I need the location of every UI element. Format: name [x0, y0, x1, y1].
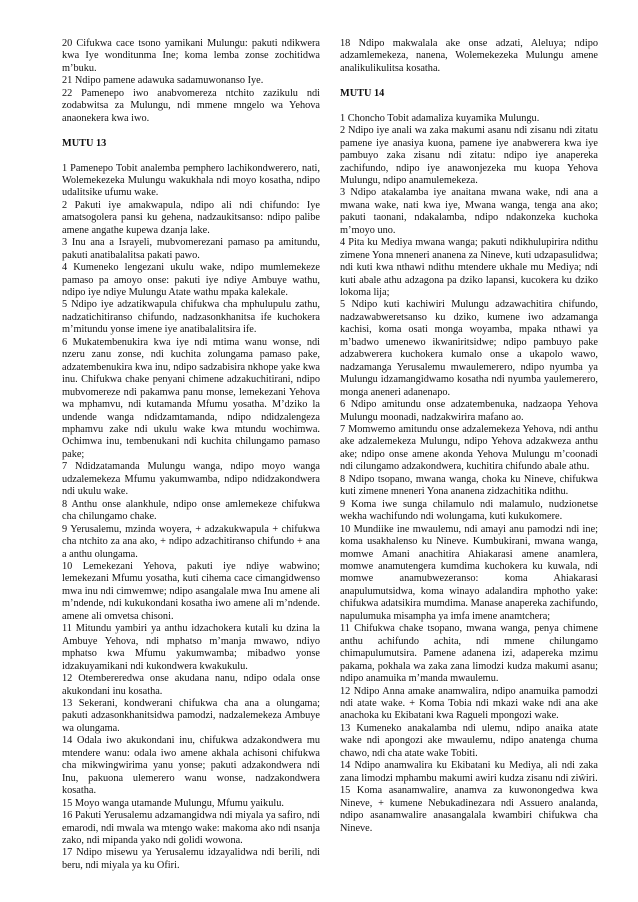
verse-paragraph: 3 Inu ana a Israyeli, mubvomerezani pamaso pa amitundu, pakuti anatibalalitsa pakati pawo.	[62, 237, 320, 261]
verse-paragraph: 22 Pamenepo iwo anabvomereza ntchito zazikulu ndi zodabwitsa za Mulungu, ndi mmene mngelo wa Yehova anaonekera kwa iwo.	[62, 87, 320, 124]
verse-paragraph: 5 Ndipo kuti kachiwiri Mulungu adzawachitira chifundo, nadzawabweretsanso ku dziko, kumene iwo adzamanga kachisi, koma osati monga woyamba, mpaka nthawi ya m’badwo umenewo ikwaniritsidwe; ndipo pambuyo pake adzabwerera kuchokera kumalo onse a ukapolo wawo, nadzamanga Yerusalemu mwaulemerero, ndipo nyumba ya Mulungu idzamangidwamo kosatha ndi nyumba yaulemerero, monga aneneri adanenapo.	[340, 299, 598, 398]
verse-paragraph: 6 Ndipo amitundu onse adzatembenuka, nadzaopa Yehova Mulungu moonadi, nadzakwirira mafano ao.	[340, 399, 598, 423]
left-column	[62, 38, 320, 902]
verse-paragraph: 8 Ndipo tsopano, mwana wanga, choka ku Nineve, chifukwa kuti zimene mneneri Yona ananena zidzachitika ndithu.	[340, 473, 598, 498]
right-column	[340, 38, 598, 902]
verse-paragraph: 10 Lemekezani Yehova, pakuti iye ndiye wabwino; lemekezani Mfumu yosatha, kuti cihema cace cimangidwenso mwa inu ndi cimwemwe; ndipo asangalale mwa Inu amene ali m’ndende, ndi kukukondani kosatha iwo amene ali m’ndende. amene ali omvetsa chisoni.	[62, 561, 320, 622]
verse-paragraph: 4 Kumeneko lengezani ukulu wake, ndipo mumlemekeze pamaso pa amoyo onse: pakuti iye ndiye Ambuye wathu, ndipo iye ndiye Mulungu Atate wathu mpaka kalekale.	[62, 262, 320, 299]
verse-paragraph: 15 Koma asanamwalire, anamva za kuwonongedwa kwa Nineve, + kumene Nebukadinezara ndi Assuero analanda, ndipo asanamwalire anasangalala kwambiri chifukwa cha Nineve.	[340, 785, 598, 834]
verse-paragraph: 16 Pakuti Yerusalemu adzamangidwa ndi miyala ya safiro, ndi emarodi, ndi mwala wa mtengo wake: makoma ako ndi nsanja zako, ndi mipanda yako ndi golidi wowona.	[62, 810, 320, 846]
verse-paragraph: 12 Ndipo Anna amake anamwalira, ndipo anamuika pamodzi ndi atate wake. + Koma Tobia ndi mkazi wake ndi ana ake anachoka ku Ekibatani kwa Ragueli mpongozi wake.	[340, 685, 598, 722]
verse-paragraph: 11 Chifukwa chake tsopano, mwana wanga, penya chimene anthu achifundo achita, ndi mmene chilungamo chimapulumutsira. Pamene adanena izi, adapereka mzimu pakama, pokhala wa zaka zana limodzi kudza makumi asanu; ndipo anamuika m’manda mwaulemu.	[340, 623, 598, 685]
verse-paragraph: 7 Momwemo amitundu onse adzalemekeza Yehova, ndi anthu ake adzalemekeza Mulungu, ndipo Yehova adzakweza anthu ake; ndipo onse amene akonda Yehova Mulungu m’coonadi ndi cilungamo adzakondwera, kuchitira chifundo abale athu.	[340, 424, 598, 473]
chapter-heading: MUTU 13	[62, 137, 107, 149]
verse-paragraph: 11 Mitundu yambiri ya anthu idzachokera kutali ku dzina la Ambuye Yehova, ndi mphatso m’manja mwawo, ndiyo mphatso kwa Mfumu yakumwamba; mibadwo yonse idzakuyamikani ndi kukondwera kwakukulu.	[62, 623, 320, 672]
verse-paragraph: 17 Ndipo misewu ya Yerusalemu idzayalidwa ndi berili, ndi beru, ndi miyala ya ku Ofiri.	[62, 847, 320, 871]
verse-paragraph: 18 Ndipo makwalala ake onse adzati, Aleluya; ndipo adzamlemekeza, nanena, Wolemekezeka Mulungu amene analikulikulitsa kosatha.	[340, 38, 598, 74]
verse-paragraph: 7 Ndidzatamanda Mulungu wanga, ndipo moyo wanga udzalemekeza Mfumu yakumwamba, ndipo ndidzakondwera ndi ukulu wake.	[62, 461, 320, 498]
chapter-heading: MUTU 14	[340, 87, 385, 99]
verse-paragraph: 13 Kumeneko anakalamba ndi ulemu, ndipo anaika atate wake ndi apongozi ake mwaulemu, ndipo anatenga chuma chawo, ndi cha atate wake Tobiti.	[340, 722, 598, 759]
verse-paragraph: 4 Pita ku Mediya mwana wanga; pakuti ndikhulupirira ndithu zimene Yona mneneri ananena za Nineve, kuti udzapasulidwa; ndi kuti kwa nthawi ndithu mtendere ukhale mu Mediya; ndi kuti abale athu adzagona pa dziko lapansi, kucokera ku dziko lokoma lija;	[340, 237, 598, 299]
verse-paragraph: 15 Moyo wanga utamande Mulungu, Mfumu yaikulu.	[62, 797, 284, 809]
verse-paragraph: 1 Pamenepo Tobit analemba pemphero lachikondwerero, nati, Wolemekezeka Mulungu wakukhala ndi moyo kosatha, ndipo udalitsike ufumu wake.	[62, 162, 320, 199]
verse-paragraph: 21 Ndipo pamene adawuka sadamuwonanso Iye.	[62, 75, 264, 87]
verse-paragraph: 14 Odala iwo akukondani inu, chifukwa adzakondwera mu mtendere wanu: odala iwo amene akhala achisoni chifukwa cha mikwingwirima yanu yonse; pakuti adzakondwera ndi Inu, pakuona ulemerero wanu wonse, nadzakondwera kosatha.	[62, 735, 320, 797]
verse-paragraph: 12 Otembereredwa onse akudana nanu, ndipo odala onse akukondani inu kosatha.	[62, 673, 320, 697]
verse-paragraph: 6 Mukatembenukira kwa iye ndi mtima wanu wonse, ndi nzeru zanu zonse, ndi kuchita zolungama pamaso pake, adzatembenukira kwa inu, ndipo sadzabisira nkhope yake kwa inu. Chifukwa chake penyani chimene adzakuchitirani, ndipo mubvomereze ndi pakamwa panu monse, lemekezani Yehova wa mphamvu, ndi kutamanda Mfumu yosatha. M’dziko la undende wanga ndidzamtamanda, ndipo ndidzalengeza mphamvu zake ndi ukulu wake kwa mtundu wochimwa. Ochimwa inu, tembenukani ndi kuchita chilungamo pamaso pake;	[62, 336, 320, 460]
verse-paragraph: 1 Choncho Tobit adamaliza kuyamika Mulungu.	[340, 112, 540, 124]
verse-paragraph: 10 Mundiike ine mwaulemu, ndi amayi anu pamodzi ndi ine; koma usakhalenso ku Nineve. Kumbukirani, mwana wanga, momwe Amani anachitira Ahiakarasi amene anamlera, momwe anamutengera kumdima kuchokera ku kuwala, ndi momwe anamubwezeranso: koma Ahiakarasi anapulumutsidwa, koma winayo adalandira mphotho yake: chifukwa adatsikira mumdima. Manase anaperekа zachifundo, napulumuka misampha ya imfa imene anamtchera;	[340, 523, 598, 622]
verse-paragraph: 9 Yerusalemu, mzinda woyera, + adzakukwapula + chifukwa cha ntchito za ana ako, + ndipo adzachitiranso chifundo + ana a anthu olungama.	[62, 523, 320, 560]
verse-paragraph: 2 Pakuti iye amakwapula, ndipo ali ndi chifundo: Iye amatsogolera pansi ku gehena, nadzaukitsanso: ndipo palibe amene angathe kupewa dzanja lake.	[62, 199, 320, 236]
verse-paragraph: 2 Ndipo iye anali wa zaka makumi asanu ndi zisanu ndi zitatu pamene iye anasiya kuona, pamene iye anabwerera kwa iye pambuyo zaka zisanu ndi zitatu: ndipo iye anapereka zachifundo, ndipo iye anawonjezeka mu kuopa Yehova Mulungu, ndipo anamulemekeza.	[340, 125, 598, 186]
verse-paragraph: 8 Anthu onse alankhule, ndipo onse amlemekeze chifukwa cha chilungamo chake.	[62, 498, 320, 523]
verse-paragraph: 9 Koma iwe sunga chilamulo ndi malamulo, nudzionetse wekha wachifundo ndi wolungama, kuti kukukomere.	[340, 498, 598, 523]
verse-paragraph: 13 Sekerani, kondwerani chifukwa cha ana a olungama; pakuti adzasonkhanitsidwa pamodzi, nadzalemekeza Ambuye wa olungama.	[62, 697, 320, 734]
verse-paragraph: 20 Cifukwa cace tsono yamikani Mulungu: pakuti ndikwera kwa Iye wonditunma Ine; koma lemba zonse zochitidwa m’buku.	[62, 38, 320, 74]
verse-paragraph: 3 Ndipo atakalamba iye anaitana mwana wake, ndi ana a mwana wake, nati kwa iye, Mwana wanga, tenga ana ako; pakuti taonani, ndakalamba, ndipo ndakonzeka kuchoka m’moyo uno.	[340, 187, 598, 236]
verse-paragraph: 5 Ndipo iye adzatikwapula chifukwa cha mphulupulu zathu, nadzatichitiranso chifundo, nadzasonkhanitsa ife kuchokera m’mitundu yonse imene iye anatibalalitsira ife.	[62, 299, 320, 336]
verse-paragraph: 14 Ndipo anamwalira ku Ekibatani ku Mediya, ali ndi zaka zana limodzi mphambu makumi awiri kudza zisanu ndi ziŵiri.	[340, 760, 598, 784]
